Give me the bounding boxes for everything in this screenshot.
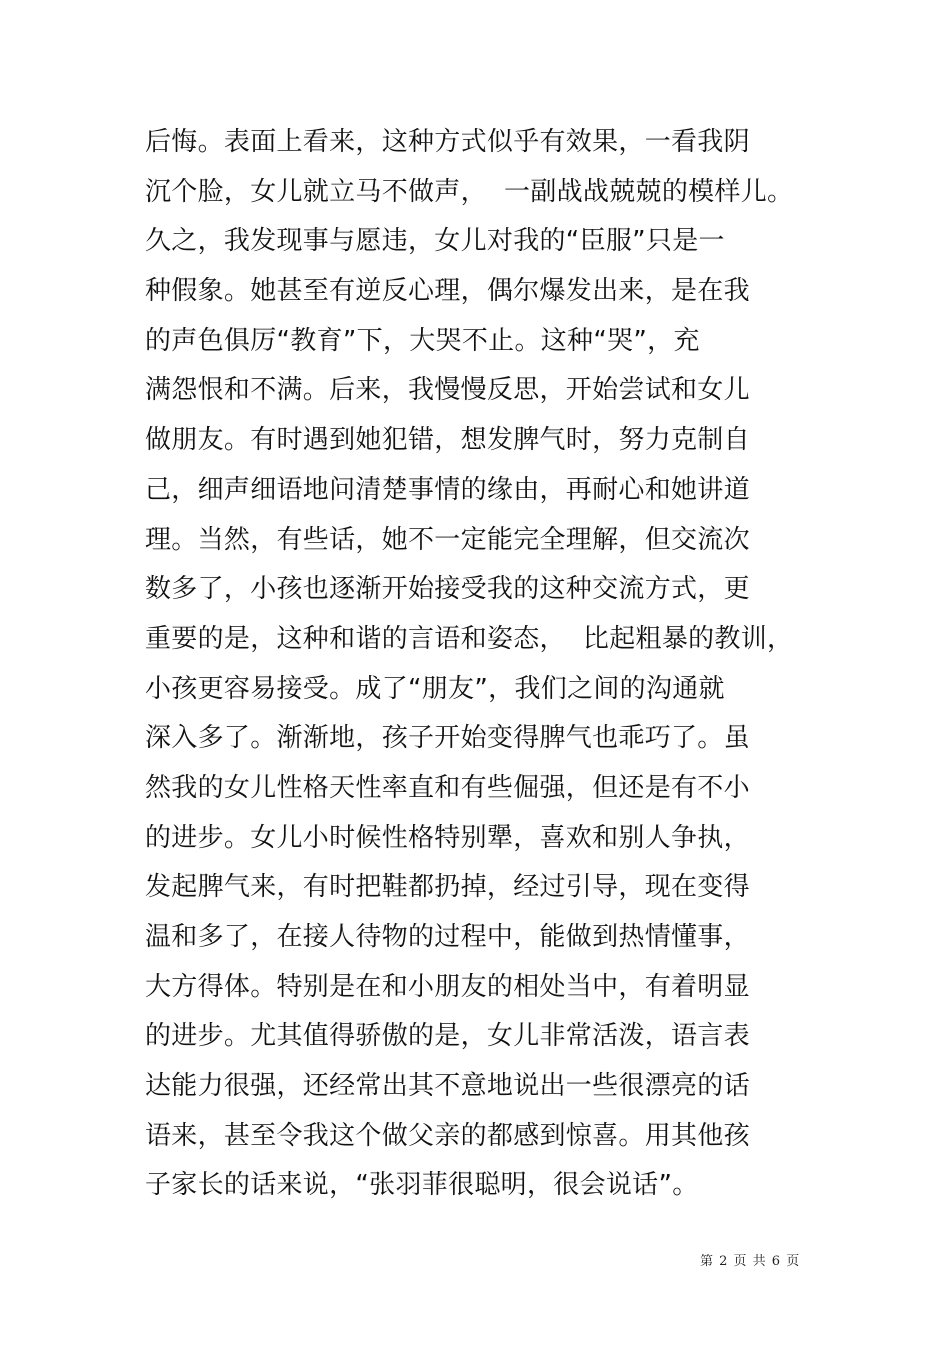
text-line: 小孩更容易接受。成了“朋友”，我们之间的沟通就	[145, 673, 725, 704]
text-line: 发起脾气来，有时把鞋都扔掉，经过引导，现在变得	[145, 872, 750, 903]
text-line: 温和多了，在接人待物的过程中，能做到热情懂事，	[145, 922, 750, 952]
text-line: 然我的女儿性格天性率直和有些倔强，但还是有不小	[145, 772, 750, 803]
text-line: 的进步。尤其值得骄傲的是，女儿非常活泼，语言表	[145, 1021, 750, 1052]
body-text	[145, 118, 825, 1211]
text-line: 己，细声细语地问清楚事情的缘由，再耐心和她讲道	[145, 474, 750, 505]
text-line: 重要的是，这种和谐的言语和姿态， 比起粗暴的教训，	[145, 623, 794, 654]
text-line: 种假象。她甚至有逆反心理，偶尔爆发出来，是在我	[145, 276, 750, 307]
text-line: 久之，我发现事与愿违，女儿对我的“臣服”只是一	[145, 226, 725, 257]
text-line: 后悔。表面上看来，这种方式似乎有效果，一看我阴	[145, 127, 750, 157]
text-line: 的进步。女儿小时候性格特别犟，喜欢和别人争执，	[145, 822, 750, 853]
text-line: 满怨恨和不满。后来，我慢慢反思，开始尝试和女儿	[145, 375, 750, 406]
text-line: 数多了，小孩也逐渐开始接受我的这种交流方式，更	[145, 574, 750, 605]
text-line: 深入多了。渐渐地，孩子开始变得脾气也乖巧了。虽	[145, 723, 750, 754]
text-line: 理。当然，有些话，她不一定能完全理解，但交流次	[145, 524, 750, 555]
text-line: 的声色俱厉“教育”下，大哭不止。这种“哭”，充	[145, 325, 700, 356]
text-line: 大方得体。特别是在和小朋友的相处当中，有着明显	[145, 971, 750, 1002]
text-line: 沉个脸，女儿就立马不做声， 一副战战兢兢的模样儿。	[145, 176, 794, 207]
text-line: 语来，甚至令我这个做父亲的都感到惊喜。用其他孩	[145, 1120, 750, 1151]
page-number: 第 2 页 共 6 页	[700, 1254, 801, 1269]
text-line: 做朋友。有时遇到她犯错，想发脾气时，努力克制自	[145, 425, 750, 456]
text-line: 达能力很强，还经常出其不意地说出一些很漂亮的话	[145, 1071, 750, 1102]
text-line: 子家长的话来说，“张羽菲很聪明，很会说话”。	[145, 1170, 699, 1201]
